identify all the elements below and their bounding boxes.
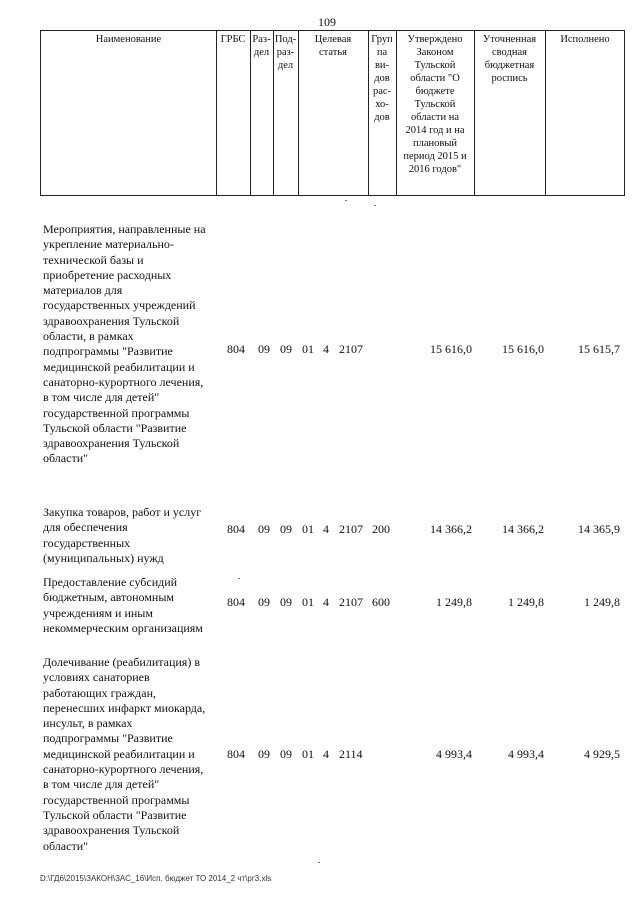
row-name: [43, 505, 221, 566]
text-line: государственной программы: [43, 405, 190, 420]
cell-target-2: 4: [323, 595, 329, 609]
cell-razdel: 09: [258, 595, 270, 609]
text-line: работающих граждан,: [43, 685, 157, 700]
text-line: области": [43, 451, 89, 466]
file-path-footer: D:\ГД6\2015\ЗАКОН\ЗАС_16\Исп. бюджет ТО 2014_2 чт\рг3.xls: [40, 874, 272, 883]
text-line: санаторно-курортного лечения,: [43, 762, 204, 777]
text-line: плановый: [412, 138, 458, 149]
cell-target-3: 2114: [339, 747, 363, 761]
cell-approved: 1 249,8: [436, 595, 472, 609]
row-name: [43, 575, 221, 636]
cell-podrazdel: 09: [280, 522, 292, 536]
text-line: медицинской реабилитации и: [43, 359, 195, 374]
cell-razdel: 09: [258, 522, 270, 536]
text-line: Закупка товаров, работ и услуг: [43, 505, 202, 519]
cell-target-3: 2107: [339, 342, 363, 356]
text-line: рас-: [372, 86, 392, 97]
text-line: 2014 год и на: [405, 125, 465, 136]
header-refined: [474, 33, 545, 85]
text-line: подпрограммы "Развитие: [43, 344, 173, 359]
text-line: Мероприятия, направленные на: [43, 222, 206, 236]
cell-group: 600: [372, 595, 390, 609]
cell-approved: 14 366,2: [430, 522, 472, 536]
text-line: раз-: [276, 47, 295, 58]
text-line: государственных учреждений: [43, 298, 196, 313]
cell-group: 200: [372, 522, 390, 536]
cell-target-1: 01: [302, 747, 314, 761]
text-line: в том числе для детей": [43, 777, 160, 792]
text-line: ви-: [374, 60, 390, 71]
text-line: некоммерческим организациям: [43, 620, 203, 635]
text-line: области": [43, 838, 89, 853]
text-line: здравоохранения Тульской: [43, 823, 180, 838]
cell-grbs: 804: [227, 747, 245, 761]
cell-podrazdel: 09: [280, 595, 292, 609]
header-razdel: [250, 33, 273, 59]
text-line: Уточненная: [482, 34, 537, 45]
cell-refined: 1 249,8: [508, 595, 544, 609]
header-expense-group: [368, 33, 396, 124]
text-line: бюджетным, автономным: [43, 590, 174, 605]
cell-target-3: 2107: [339, 522, 363, 536]
cell-razdel: 09: [258, 747, 270, 761]
cell-executed: 4 929,5: [584, 747, 620, 761]
cell-grbs: 804: [227, 522, 245, 536]
text-line: дов: [374, 112, 390, 123]
cell-approved: 4 993,4: [436, 747, 472, 761]
text-line: Тульской области "Развитие: [43, 807, 187, 822]
text-line: Раз-: [252, 34, 271, 45]
page-number: 109: [318, 15, 336, 29]
text-line: Долечивание (реабилитация) в: [43, 655, 200, 669]
cell-approved: 15 616,0: [430, 342, 472, 356]
text-line: санаторно-курортного лечения,: [43, 374, 204, 389]
text-line: (муниципальных) нужд: [43, 550, 164, 565]
text-line: технической базы и: [43, 252, 144, 267]
text-line: Тульской: [414, 60, 456, 71]
scan-speck: [374, 205, 376, 206]
cell-podrazdel: 09: [280, 747, 292, 761]
text-line: сводная: [492, 47, 527, 58]
scan-speck: [238, 578, 240, 579]
text-line: государственной программы: [43, 792, 190, 807]
text-line: бюджетная: [484, 60, 535, 71]
cell-podrazdel: 09: [280, 342, 292, 356]
text-line: здравоохранения Тульской: [43, 436, 180, 451]
cell-grbs: 804: [227, 595, 245, 609]
text-line: медицинской реабилитации и: [43, 746, 195, 761]
cell-refined: 14 366,2: [502, 522, 544, 536]
text-line: Предоставление субсидий: [43, 575, 178, 589]
text-line: условиях санаториев: [43, 670, 150, 685]
text-line: инсульт, в рамках: [43, 716, 133, 731]
text-line: области "О: [410, 73, 460, 84]
cell-razdel: 09: [258, 342, 270, 356]
text-line: для обеспечения: [43, 520, 128, 535]
text-line: статья: [319, 47, 347, 58]
text-line: дов: [374, 73, 390, 84]
text-line: роспись: [491, 73, 528, 84]
cell-target-1: 01: [302, 522, 314, 536]
text-line: период 2015 и: [403, 151, 467, 162]
row-name: [43, 222, 221, 467]
text-line: дел: [277, 60, 294, 71]
scan-speck: [318, 862, 320, 863]
text-line: области, в рамках: [43, 329, 134, 344]
header-target-article: [298, 33, 368, 59]
text-line: Тульской области "Развитие: [43, 420, 187, 435]
text-line: укрепление материально-: [43, 237, 174, 252]
cell-target-1: 01: [302, 595, 314, 609]
cell-target-2: 4: [323, 522, 329, 536]
column-divider: [545, 30, 546, 196]
text-line: учреждениям и иным: [43, 605, 153, 620]
cell-executed: 15 615,7: [578, 342, 620, 356]
text-line: хо-: [375, 99, 389, 110]
cell-grbs: 804: [227, 342, 245, 356]
cell-refined: 15 616,0: [502, 342, 544, 356]
cell-target-2: 4: [323, 747, 329, 761]
text-line: Утверждено: [407, 34, 463, 45]
text-line: Целевая: [314, 34, 352, 45]
text-line: в том числе для детей": [43, 390, 160, 405]
text-line: 2016 годов": [408, 164, 462, 175]
text-line: государственных: [43, 535, 131, 550]
cell-refined: 4 993,4: [508, 747, 544, 761]
header-approved: [396, 33, 474, 176]
cell-executed: 1 249,8: [584, 595, 620, 609]
cell-target-3: 2107: [339, 595, 363, 609]
scan-speck: [345, 200, 347, 201]
header-podrazdel: [273, 33, 298, 72]
text-line: дел: [253, 47, 270, 58]
column-divider: [216, 30, 217, 196]
text-line: области на: [410, 112, 459, 123]
cell-executed: 14 365,9: [578, 522, 620, 536]
text-line: подпрограммы "Развитие: [43, 731, 173, 746]
text-line: приобретение расходных: [43, 267, 172, 282]
text-line: Законом: [416, 47, 454, 58]
header-executed: Исполнено: [560, 34, 610, 45]
text-line: бюджете: [415, 86, 455, 97]
text-line: материалов для: [43, 283, 123, 298]
text-line: па: [376, 47, 388, 58]
text-line: здравоохранения Тульской: [43, 313, 180, 328]
text-line: Под-: [274, 34, 297, 45]
header-grbs: ГРБС: [220, 34, 246, 45]
cell-target-2: 4: [323, 342, 329, 356]
header-name: Наименование: [95, 34, 162, 45]
text-line: Груп: [371, 34, 393, 45]
cell-target-1: 01: [302, 342, 314, 356]
row-name: [43, 655, 221, 854]
text-line: перенесших инфаркт миокарда,: [43, 700, 206, 715]
text-line: Тульской: [414, 99, 456, 110]
